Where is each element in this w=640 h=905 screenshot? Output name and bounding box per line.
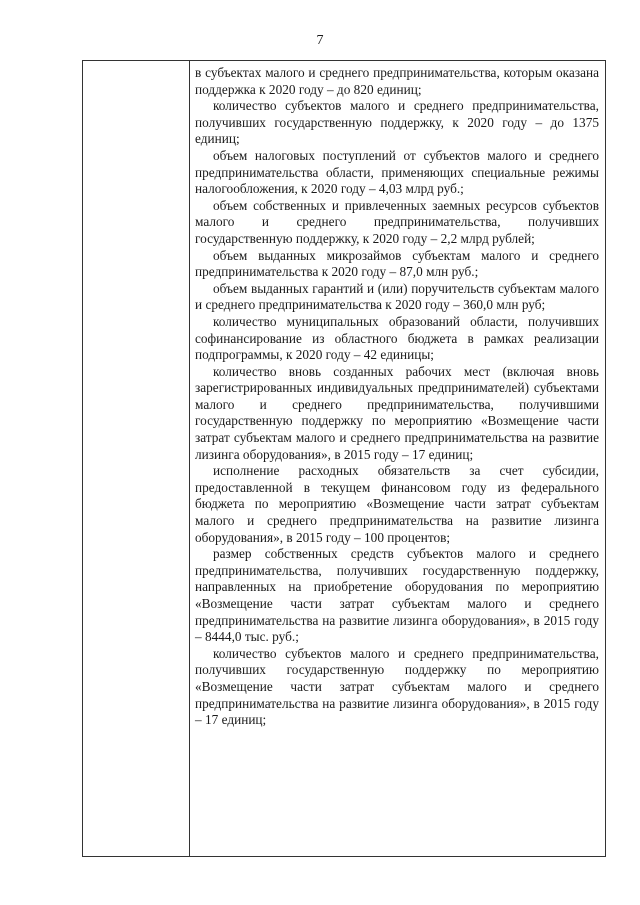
- indicator-paragraph: размер собственных средств субъектов малого и среднего предпринимательства, получивших государственную поддержку, направленных на приобретение оборудования по мероприятию «Возмещение части затрат субъектам малого и среднего предпринимательства на развитие лизинга оборудования», в 2015 году – 8444,0 тыс. руб.;: [195, 546, 599, 645]
- page-number: 7: [316, 33, 324, 48]
- indicator-paragraph: в субъектах малого и среднего предпринимательства, которым оказана поддержка к 2020 году – до 820 единиц;: [195, 65, 599, 97]
- indicator-paragraph: количество муниципальных образований области, получивших софинансирование из областного бюджета в рамках реализации подпрограммы, к 2020 году – 42 единицы;: [195, 313, 599, 363]
- column-divider: [189, 61, 190, 856]
- document-table: [82, 60, 606, 857]
- indicator-paragraph: объем налоговых поступлений от субъектов малого и среднего предпринимательства области, применяющих специальные режимы налогообложения, к 2020 году – 4,03 млрд руб.;: [195, 147, 599, 197]
- indicator-paragraph: количество субъектов малого и среднего предпринимательства, получивших государственную поддержку по мероприятию «Возмещение части затрат субъектам малого и среднего предпринимательства на развитие лизинга оборудования», в 2015 году – 17 единиц;: [195, 645, 599, 728]
- indicator-paragraph: объем выданных микрозаймов субъектам малого и среднего предпринимательства к 2020 году – 87,0 млн руб.;: [195, 247, 599, 280]
- indicator-paragraph: исполнение расходных обязательств за счет субсидии, предоставленной в текущем финансовом году из федерального бюджета по мероприятию «Возмещение части затрат субъектам малого и среднего предпринимательства на развитие лизинга оборудования», в 2015 году – 100 процентов;: [195, 463, 599, 545]
- indicator-paragraph: количество субъектов малого и среднего предпринимательства, получивших государственную поддержку, к 2020 году – до 1375 единиц;: [195, 98, 599, 147]
- indicator-paragraph: объем собственных и привлеченных заемных ресурсов субъектов малого и среднего предпринимательства, получивших государственную поддержку, к 2020 году – 2,2 млрд рублей;: [195, 197, 599, 246]
- indicators-column: [195, 65, 599, 729]
- indicator-paragraph: объем выданных гарантий и (или) поручительств субъектам малого и среднего предпринимательства к 2020 году – 360,0 млн руб;: [195, 280, 599, 313]
- indicator-paragraph: количество вновь созданных рабочих мест (включая вновь зарегистрированных индивидуальных предпринимателей) субъектами малого и среднего предпринимательства, получившими государственную поддержку по мероприятию «Возмещение части затрат субъектам малого и среднего предпринимательства на развитие лизинга оборудования», в 2015 году – 17 единиц;: [195, 363, 599, 462]
